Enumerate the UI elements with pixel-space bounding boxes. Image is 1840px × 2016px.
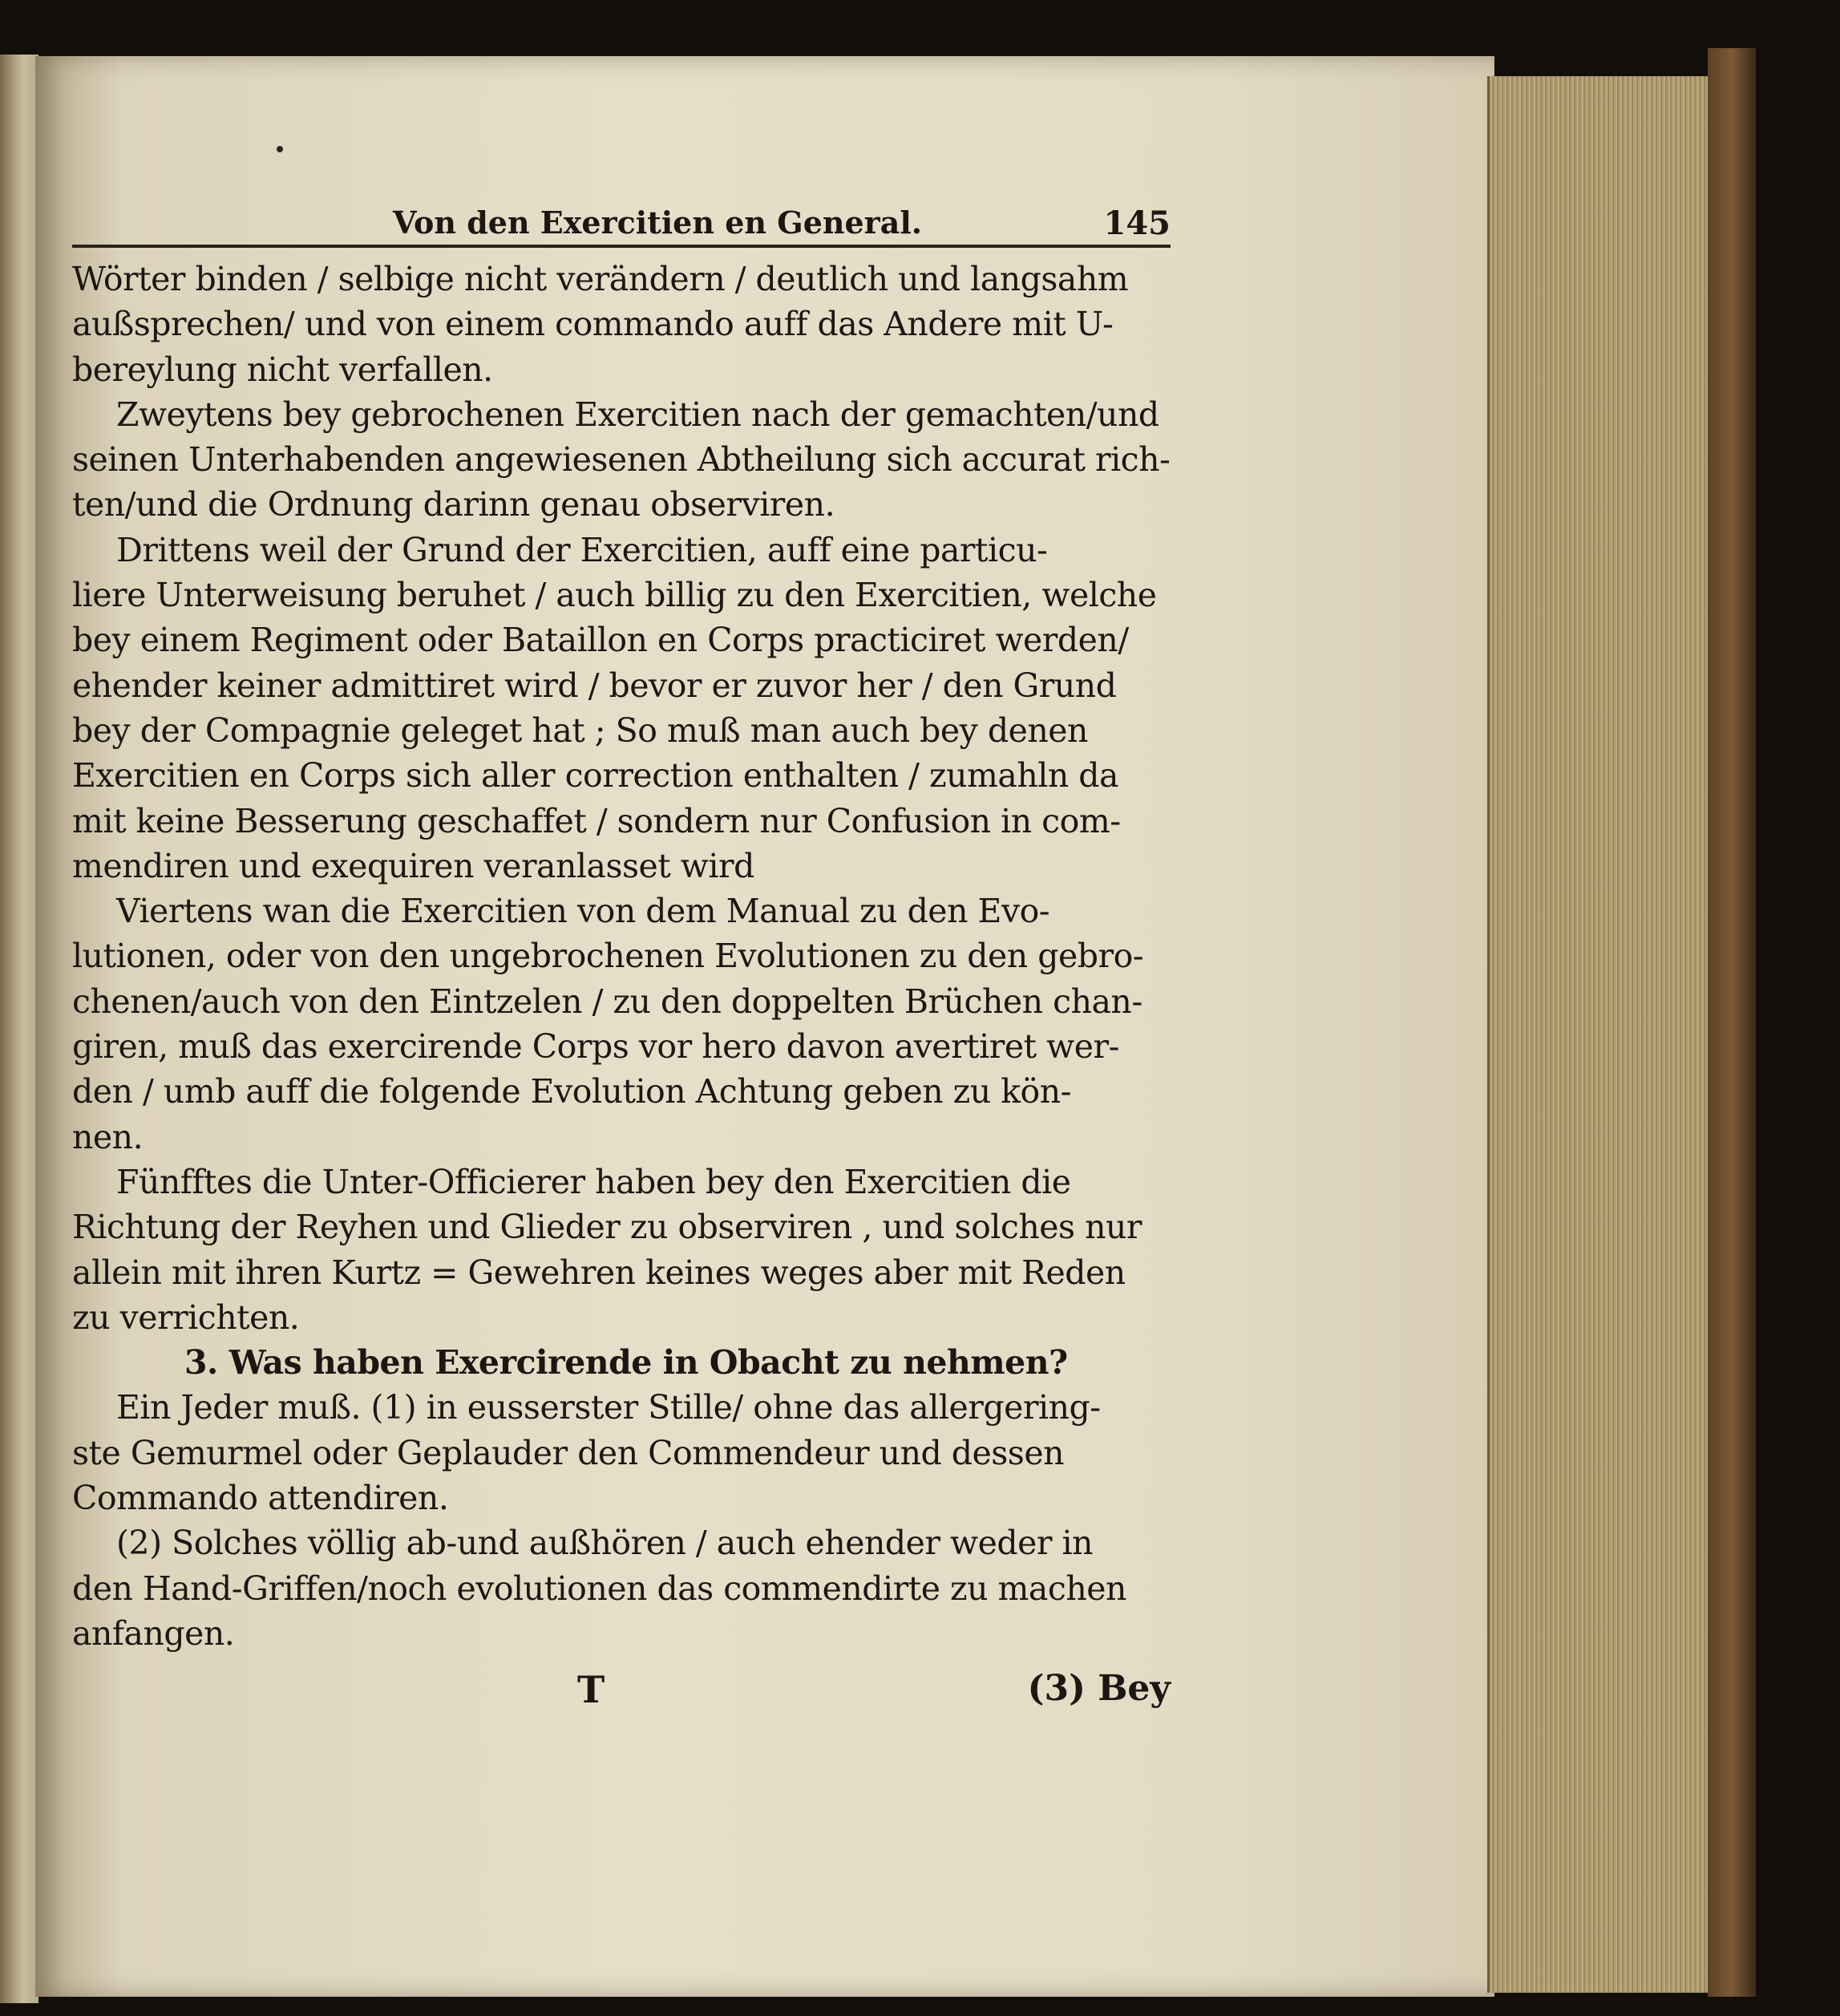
text-line: liere Unterweisung beruhet / auch billig zu den Exercitien, welche (72, 576, 1157, 615)
page-header (72, 204, 1171, 253)
page-block-edges (1487, 76, 1714, 1993)
paragraph-start-line: Zweytens bey gebrochenen Exercitien nach der gemachten/und (116, 395, 1159, 434)
text-line: chenen/auch von den Eintzelen / zu den doppelten Brüchen chan- (72, 982, 1142, 1021)
text-line: mit keine Besserung geschaffet / sondern nur Confusion in com- (72, 801, 1121, 840)
text-line: mendiren und exequiren veranlasset wird (72, 846, 754, 885)
question-heading: 3. Was haben Exercirende in Obacht zu nehmen? (184, 1343, 1068, 1382)
facing-page-edge (0, 55, 38, 2003)
text-line: zu verrichten. (72, 1297, 300, 1337)
header-rule (72, 245, 1171, 248)
text-line: nen. (72, 1117, 144, 1156)
text-line: giren, muß das exercirende Corps vor hero davon avertiret wer- (72, 1027, 1119, 1067)
text-line: bey einem Regiment oder Bataillon en Corps practiciret werden/ (72, 621, 1129, 660)
page-footer (72, 1668, 1171, 1724)
text-line: Commando attendiren. (72, 1479, 449, 1518)
paragraph-start-line: Drittens weil der Grund der Exercitien, auff eine particu- (116, 530, 1048, 569)
running-title: Von den Exercitien en General. (393, 204, 922, 241)
catchword: (3) Bey (1027, 1668, 1171, 1709)
paragraph-start-line: Viertens wan die Exercitien von dem Manual zu den Evo- (116, 892, 1050, 931)
ink-speck (277, 146, 283, 152)
text-line: ten/und die Ordnung darinn genau observiren. (72, 485, 835, 524)
text-line: bey der Compagnie geleget hat ; So muß man auch bey denen (72, 710, 1088, 750)
page-number: 145 (1103, 204, 1171, 242)
text-line: den / umb auff die folgende Evolution Achtung geben zu kön- (72, 1072, 1072, 1111)
text-line: anfangen. (72, 1613, 235, 1653)
text-line: außsprechen/ und von einem commando auff das Andere mit U- (72, 305, 1114, 344)
text-line: Exercitien en Corps sich aller correction enthalten / zumahln da (72, 756, 1118, 795)
text-line: bereylung nicht verfallen. (72, 350, 493, 389)
text-line: den Hand-Griffen/noch evolutionen das commendirte zu machen (72, 1569, 1126, 1608)
text-line: allein mit ihren Kurtz = Gewehren keines weges aber mit Reden (72, 1253, 1126, 1292)
book-cover-edge (1708, 48, 1756, 1997)
text-line: lutionen, oder von den ungebrochenen Evolutionen zu den gebro- (72, 937, 1144, 976)
body-text (72, 257, 1171, 1656)
paragraph-start-line: Fünfftes die Unter-Officierer haben bey den Exercitien die (116, 1162, 1071, 1201)
paragraph-start-line: (2) Solches völlig ab-und außhören / auch ehender weder in (116, 1524, 1094, 1563)
signature-mark: T (577, 1668, 605, 1711)
text-line: ehender keiner admittiret wird / bevor er zuvor her / den Grund (72, 666, 1117, 705)
text-line: Richtung der Reyhen und Glieder zu observiren , und solches nur (72, 1208, 1142, 1247)
text-line: ste Gemurmel oder Geplauder den Commendeur und dessen (72, 1433, 1065, 1472)
paragraph-start-line: Ein Jeder muß. (1) in eusserster Stille/ ohne das allergering- (116, 1388, 1101, 1427)
text-line: Wörter binden / selbige nicht verändern / deutlich und langsahm (72, 260, 1129, 298)
text-line: seinen Unterhabenden angewiesenen Abtheilung sich accurat rich- (72, 440, 1171, 480)
